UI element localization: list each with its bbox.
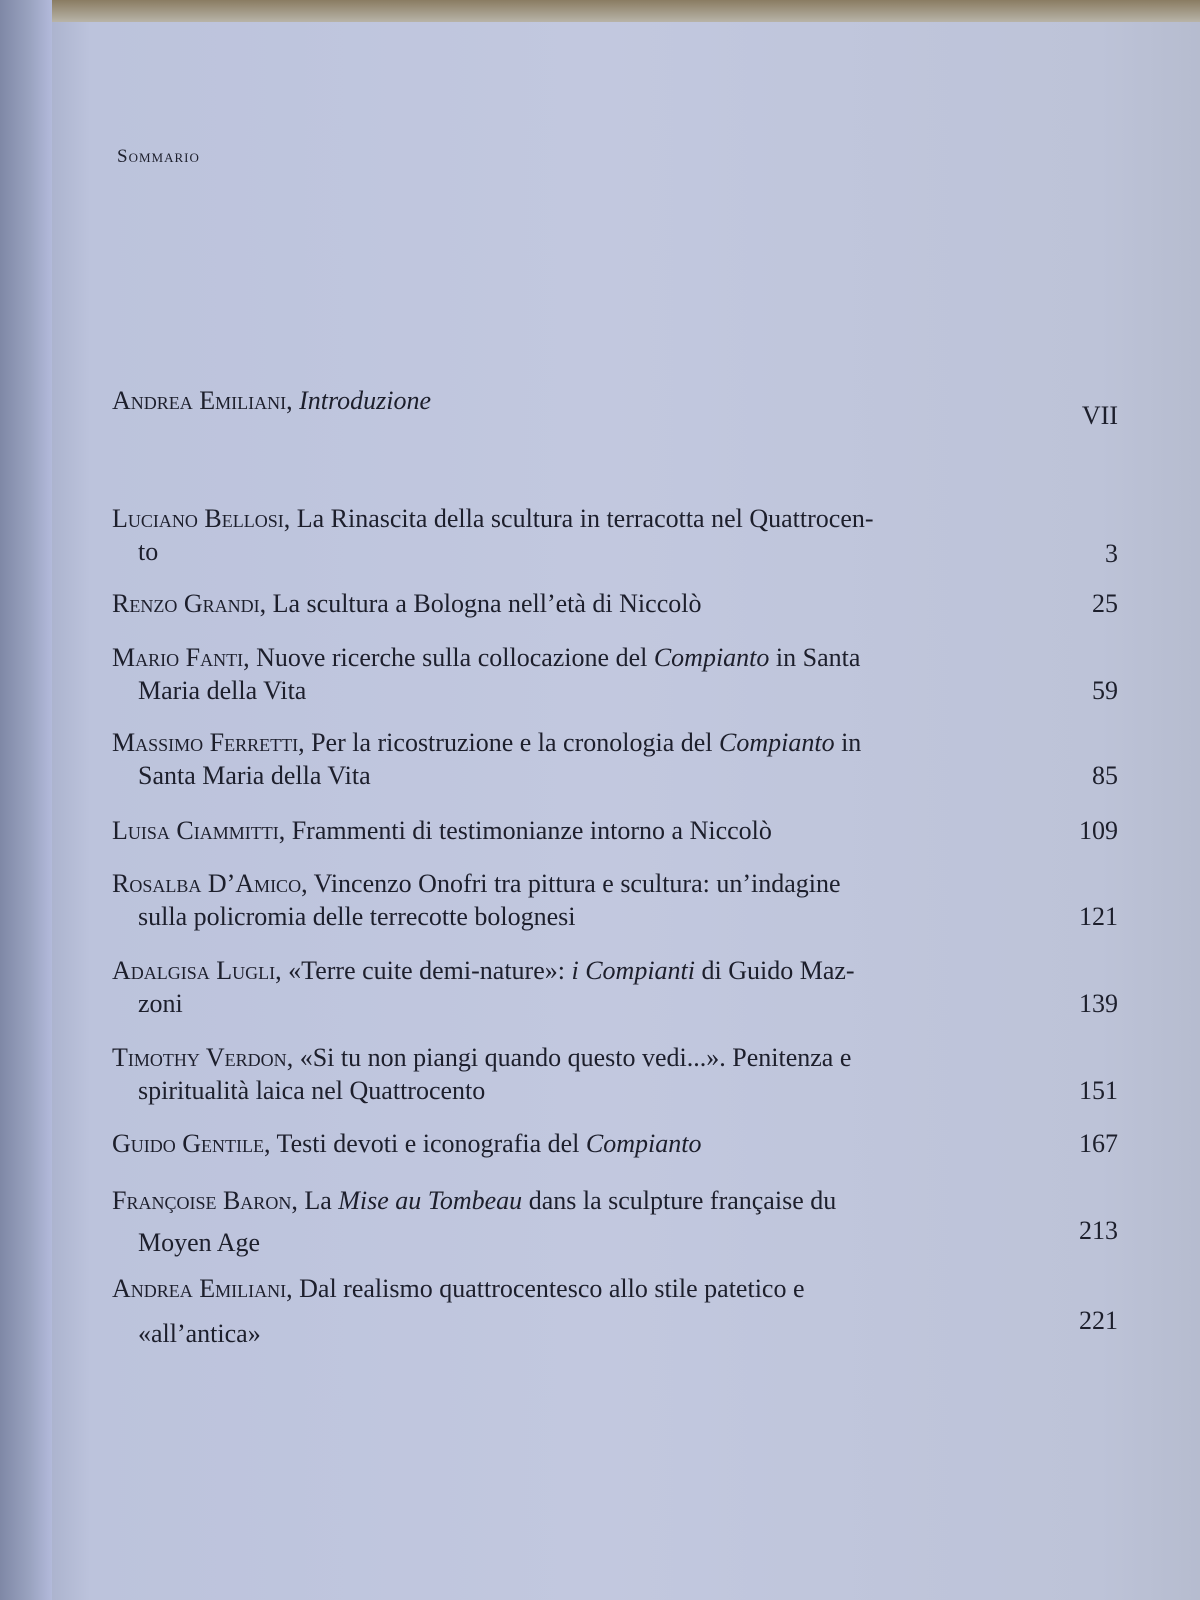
page-title: Sommario [117, 146, 200, 167]
entry-title-text: in Santa [769, 643, 861, 672]
entry-line [112, 900, 1112, 933]
entry-page-number: VII [1081, 401, 1118, 430]
entry-author: Rosalba D’Amico [112, 869, 302, 898]
toc-entry [112, 1272, 1118, 1362]
entry-page-number: 213 [1079, 1216, 1118, 1245]
toc-entry [112, 954, 1118, 1020]
entry-page-number: 59 [1092, 676, 1118, 705]
toc-entry [112, 726, 1118, 792]
entry-author: Timothy Verdon [112, 1043, 287, 1072]
entry-line [112, 502, 1112, 535]
toc-entry [112, 867, 1118, 933]
entry-line [112, 641, 1112, 674]
entry-line [112, 726, 1112, 759]
entry-line [112, 987, 1112, 1020]
entry-title-text: sulla policromia delle terrecotte bolognesi [138, 902, 576, 931]
toc-entry [112, 384, 1118, 430]
entry-title-text: spiritualità laica nel Quattrocento [138, 1076, 486, 1105]
entry-title-text: , Frammenti di testimonianze intorno a Niccolò [278, 816, 772, 845]
entry-title-text: «all’antica» [138, 1319, 261, 1348]
toc-entry [112, 814, 1118, 847]
entry-author: Massimo Ferretti [112, 728, 299, 757]
entry-title-italic: Compianto [585, 1129, 702, 1158]
entry-page-number: 139 [1079, 989, 1118, 1018]
entry-author: Andrea Emiliani [112, 386, 287, 415]
entry-line [112, 1127, 1112, 1160]
entry-line [112, 535, 1112, 568]
entry-author: Guido Gentile [112, 1129, 265, 1158]
entry-title-italic: Compianto [719, 728, 835, 757]
toc-entry [112, 641, 1118, 707]
entry-page-number: 3 [1105, 539, 1118, 568]
entry-page-number: 167 [1079, 1129, 1118, 1158]
toc-entry [112, 587, 1118, 620]
entry-author: Andrea Emiliani [112, 1274, 287, 1303]
entry-line [112, 1217, 1112, 1269]
entry-line [112, 674, 1112, 707]
entry-author: Luisa Ciammitti [112, 816, 279, 845]
entry-title-italic: Mise au Tombeau [338, 1186, 523, 1215]
book-spine-edge [0, 0, 52, 1600]
entry-title-italic: Introduzione [299, 386, 432, 415]
entry-title-text: , [286, 386, 300, 415]
entry-title-text: Moyen Age [138, 1228, 261, 1257]
entry-page-number: 85 [1092, 761, 1118, 790]
entry-page-number: 151 [1079, 1076, 1118, 1105]
toc-entry [112, 1184, 1118, 1269]
toc-entry [112, 1041, 1118, 1107]
entry-author: Adalgisa Lugli [112, 956, 276, 985]
page-top-background [0, 0, 1200, 22]
entry-author: Luciano Bellosi [112, 504, 284, 533]
entry-author: Mario Fanti [112, 643, 244, 672]
entry-author: Françoise Baron [112, 1186, 292, 1215]
entry-title-text: , Dal realismo quattrocentesco allo stile patetico e [286, 1274, 805, 1303]
entry-title-text: , La [291, 1186, 339, 1215]
entry-title-text: , Vincenzo Onofri tra pittura e scultura: un’indagine [301, 869, 841, 898]
entry-title-text: , Nuove ricerche sulla collocazione del [243, 643, 654, 672]
entry-title-text: di Guido Maz- [695, 956, 855, 985]
entry-title-text: , La scultura a Bologna nell’età di Niccolò [259, 589, 702, 618]
entry-title-text: , Per la ricostruzione e la cronologia del [298, 728, 719, 757]
entry-line [112, 759, 1112, 792]
toc-entry [112, 502, 1118, 568]
toc-entry [112, 1127, 1118, 1160]
entry-line [112, 1074, 1112, 1107]
entry-title-text: , «Terre cuite demi-nature»: [275, 956, 572, 985]
entry-line [112, 1184, 1112, 1217]
entry-line [112, 1272, 1112, 1305]
entry-title-text: , «Si tu non piangi quando questo vedi...». Penitenza e [286, 1043, 852, 1072]
entry-line [112, 384, 1112, 417]
entry-title-text: dans la sculpture française du [522, 1186, 837, 1215]
entry-title-text: , Testi devoti e iconografia del [264, 1129, 586, 1158]
entry-line [112, 1305, 1112, 1362]
entry-line [112, 867, 1112, 900]
entry-title-text: to [138, 537, 159, 566]
entry-title-text: , La Rinascita della scultura in terracotta nel Quattrocen- [283, 504, 874, 533]
entry-page-number: 109 [1079, 816, 1118, 845]
entry-title-text: in [834, 728, 862, 757]
entry-title-text: zoni [138, 989, 183, 1018]
entry-title-text: Santa Maria della Vita [138, 761, 371, 790]
entry-line [112, 587, 1112, 620]
entry-line [112, 954, 1112, 987]
entry-page-number: 221 [1079, 1306, 1118, 1335]
entry-line [112, 1041, 1112, 1074]
entry-page-number: 121 [1079, 902, 1118, 931]
entry-title-text: Maria della Vita [138, 676, 307, 705]
entry-title-italic: Compianto [653, 643, 770, 672]
entry-title-italic: i Compianti [571, 956, 695, 985]
entry-line [112, 814, 1112, 847]
entry-author: Renzo Grandi [112, 589, 260, 618]
entry-page-number: 25 [1092, 589, 1118, 618]
